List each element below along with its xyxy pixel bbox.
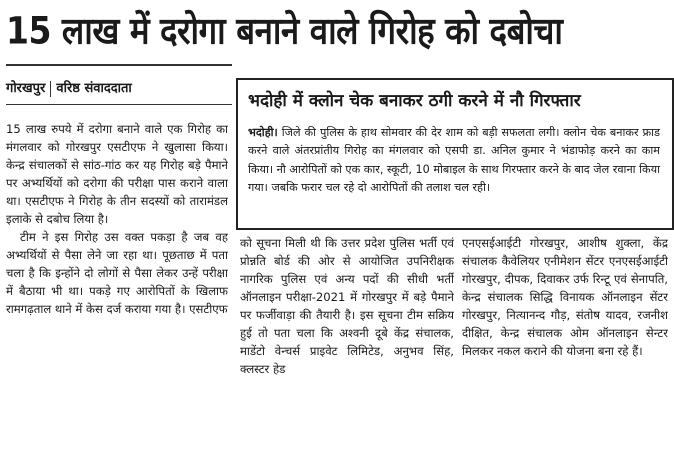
box-body xyxy=(248,124,660,197)
byline xyxy=(6,78,226,100)
byline-reporter: वरिष्ठ संवाददाता xyxy=(56,81,132,96)
article-column-1 xyxy=(6,120,228,450)
box-dateline: भदोही। xyxy=(248,126,278,139)
box-title: भदोही में क्लोन चेक बनाकर ठगी करने में नौ गिरफ्तार xyxy=(248,91,581,111)
article-column-3 xyxy=(462,234,668,450)
byline-separator xyxy=(50,81,51,97)
article-paragraph-4: एनएसईआईटी गोरखपुर, आशीष शुक्ला, केंद्र संचालक कैवेलियर एनीमेशन सेंटर एनएसईआईटी गोरखपुर, दीपक, दिवाकर उर्फ रिन्टू एवं सेनापति, केन्द्र संचालक सिद्धि विनायक ऑनलाइन सेंटर गोरखपुर, नित्यानन्द गौड़, संतोष यादव, रजनीश दीक्षित, केन्द्र संचालक ओम ऑनलाइन सेन्टर मिलकर नकल कराने की योजना बना रहे हैं। xyxy=(462,236,668,359)
sidebar-news-box xyxy=(236,78,674,230)
byline-rule xyxy=(6,104,232,105)
article-column-2 xyxy=(240,234,454,450)
article-paragraph-1: 15 लाख रुपये में दरोगा बनाने वाले एक गिरोह का मंगलवार को गोरखपुर एसटीएफ ने खुलासा किया। केन्द्र संचालकों से सांठ-गांठ कर यह गिरोह बड़े पैमाने पर अभ्यर्थियों को दरोगा की परीक्षा पास कराने वाला था। एसटीएफ ने गिरोह के तीन सदस्यों को तारामंडल इलाके से दबोच लिया है। xyxy=(6,122,228,227)
article-paragraph-2: टीम ने इस गिरोह उस वक्त पकड़ा है जब वह अभ्यर्थियों से पैसा लेने जा रहा था। पूछताछ में पता चला है कि इन्होंने दो लोगों से पैसा लेकर उन्हें परीक्षा में बैठाया भी था। पकड़े गए आरोपितों के खिलाफ रामगढ़ताल थाने में केस दर्ज कराया गया है। एसटीएफ xyxy=(6,230,228,317)
headline: 15 लाख में दरोगा बनाने वाले गिरोह को दबोचा xyxy=(6,8,563,53)
box-text: जिले की पुलिस के हाथ सोमवार की देर शाम को बड़ी सफलता लगी। क्लोन चेक बनाकर फ्राड करने वाले अंतरप्रांतीय गिरोह का मंगलवार को एसपी डा. अनिल कुमार ने भंडाफोड़ करने का काम किया। नौ आरोपितों को एक कार, स्कूटी, 10 मोबाइल के साथ गिरफ्तार करने के बाद जेल रवाना किया गया। जबकि फरार चल रहे दो आरोपितों की तलाश चल रही। xyxy=(248,126,660,194)
byline-location: गोरखपुर xyxy=(6,81,46,96)
article-paragraph-3: को सूचना मिली थी कि उत्तर प्रदेश पुलिस भर्ती एवं प्रोन्नति बोर्ड की ओर से आयोजित उपनिरीक्षक नागरिक पुलिस एवं अन्य पदों की सीधी भर्ती ऑनलाइन परीक्षा-2021 में गोरखपुर में बड़े पैमाने पर फर्जीवाड़ा की तैयारी है। इस सूचना टीम सक्रिय हुई तो पता चला कि अश्वनी दूबे केंद्र संचालक, माडेंटो वेन्चर्स प्राइवेट लिमिटेड, अनुभव सिंह, क्लस्टर हेड xyxy=(240,236,454,377)
headline-rule xyxy=(6,64,232,66)
